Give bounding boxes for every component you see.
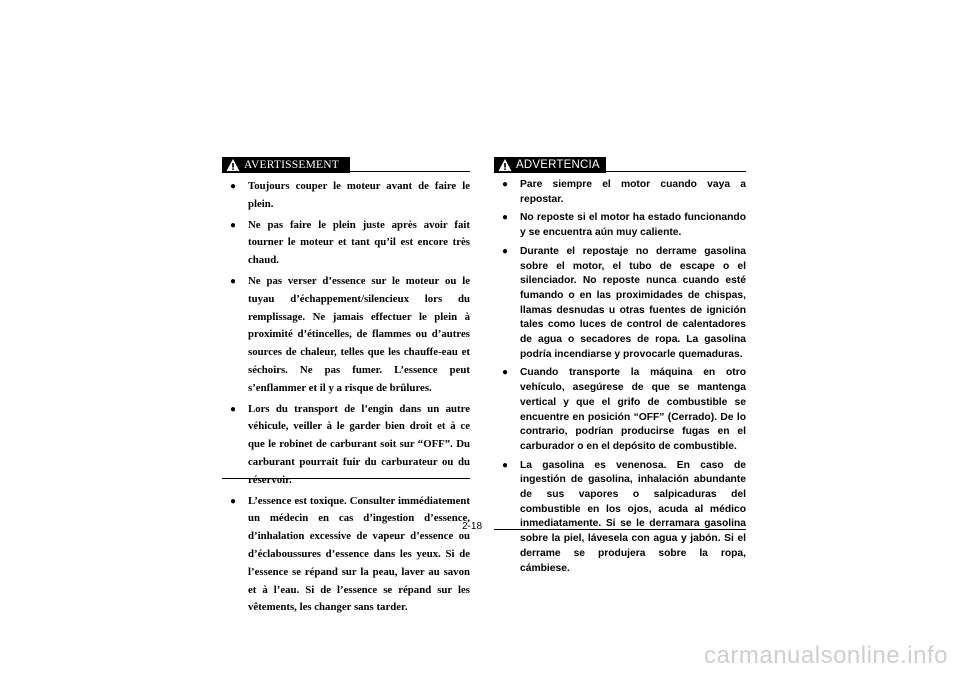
bullet-icon: ● [502, 212, 509, 224]
footer-rule [494, 529, 746, 530]
warning-triangle-icon [226, 158, 240, 172]
bullet-icon: ● [230, 403, 237, 415]
warning-section-spanish [494, 157, 746, 580]
bullet-icon: ● [230, 275, 237, 287]
bullet-icon: ● [502, 245, 509, 257]
header-rule-french [350, 171, 470, 172]
warning-badge-spanish [494, 157, 606, 173]
list-item: ● No reposte si el motor ha estado funcionando y se encuentra aún muy caliente. [502, 212, 746, 239]
list-item: ● Pare siempre el motor cuando vaya a repostar. [502, 179, 746, 205]
bullet-icon: ● [230, 495, 237, 507]
list-item: ● La gasolina es venenosa. En caso de ingestión de gasolina, inhalación abundante de sus vapores o salpicaduras del combustible en los ojos, acuda al médico inmediatamente. Si se le derramara gasolina sobre la piel, lávesela con agua y jabón. Si el derrame se produjera sobre la ropa, cámbiese. [502, 459, 746, 574]
list-item: ● Lors du transport de l’engin dans un autre véhicule, veiller à le garder bien droit et à ce que le robinet de carburant soit sur “OFF”. Du carburant pourrait fuir du carburateur ou du réservoir. [230, 402, 470, 486]
section-end-rule-french [222, 478, 470, 479]
warning-header-spanish [494, 157, 746, 175]
page-number: 2-18 [462, 521, 483, 532]
warning-triangle-icon [498, 158, 512, 172]
header-rule-spanish [606, 171, 746, 172]
bullet-icon: ● [502, 179, 509, 190]
bullet-icon: ● [230, 219, 237, 231]
warning-section-french [222, 157, 470, 620]
bullet-icon: ● [502, 459, 509, 471]
list-item: ● Durante el repostaje no derrame gasolina sobre el motor, el tubo de escape o el silenciador. No reposte nunca cuando esté fumando o en las proximidades de chispas, llamas desnudas u otras fuentes de ignición tales como luces de control de calentadores de agua o secadores de ropa. La gasolina podría incendiarse y provocarle quemaduras. [502, 245, 746, 360]
warning-list-spanish [494, 178, 746, 576]
list-item: ● L’essence est toxique. Consulter immédiatement un médecin en cas d’ingestion d’essence, d’inhalation excessive de vapeur d’essence ou d’éclaboussures d’essence dans les yeux. Si de l’essence se répand sur la peau, laver au savon et à l’eau. Si de l’essence se répand sur les vêtements, les changer sans tarder. [230, 494, 470, 614]
list-item: ● Toujours couper le moteur avant de faire le plein. [230, 180, 470, 210]
warning-title-french: AVERTISSEMENT [244, 159, 339, 171]
list-item: ● Ne pas faire le plein juste après avoir fait tourner le moteur et tant qu’il est encore très chaud. [230, 218, 470, 267]
bullet-icon: ● [230, 181, 237, 192]
warning-badge-french [222, 157, 350, 173]
list-item: ● Ne pas verser d’essence sur le moteur ou le tuyau d’échappement/silencieux lors du remplissage. Ne jamais effectuer le plein à proximité d’étincelles, de flammes ou d’autres sources de chaleur, telles que les chauffe-eau et séchoirs. Ne pas fumer. L’essence peut s’enflammer et il y a risque de brûlures. [230, 274, 470, 394]
warning-header-french [222, 157, 470, 175]
warning-list-french [222, 178, 470, 617]
list-item: ● Cuando transporte la máquina en otro vehículo, asegúrese de que se mantenga vertical y que el grifo de combustible se encuentre en posición “OFF” (Cerrado). De lo contrario, podrían producirse fugas en el carburador o en el depósito de combustible. [502, 367, 746, 452]
watermark-text: carmanualsonline.info [704, 642, 948, 669]
bullet-icon: ● [502, 367, 509, 379]
warning-title-spanish: ADVERTENCIA [516, 159, 600, 171]
